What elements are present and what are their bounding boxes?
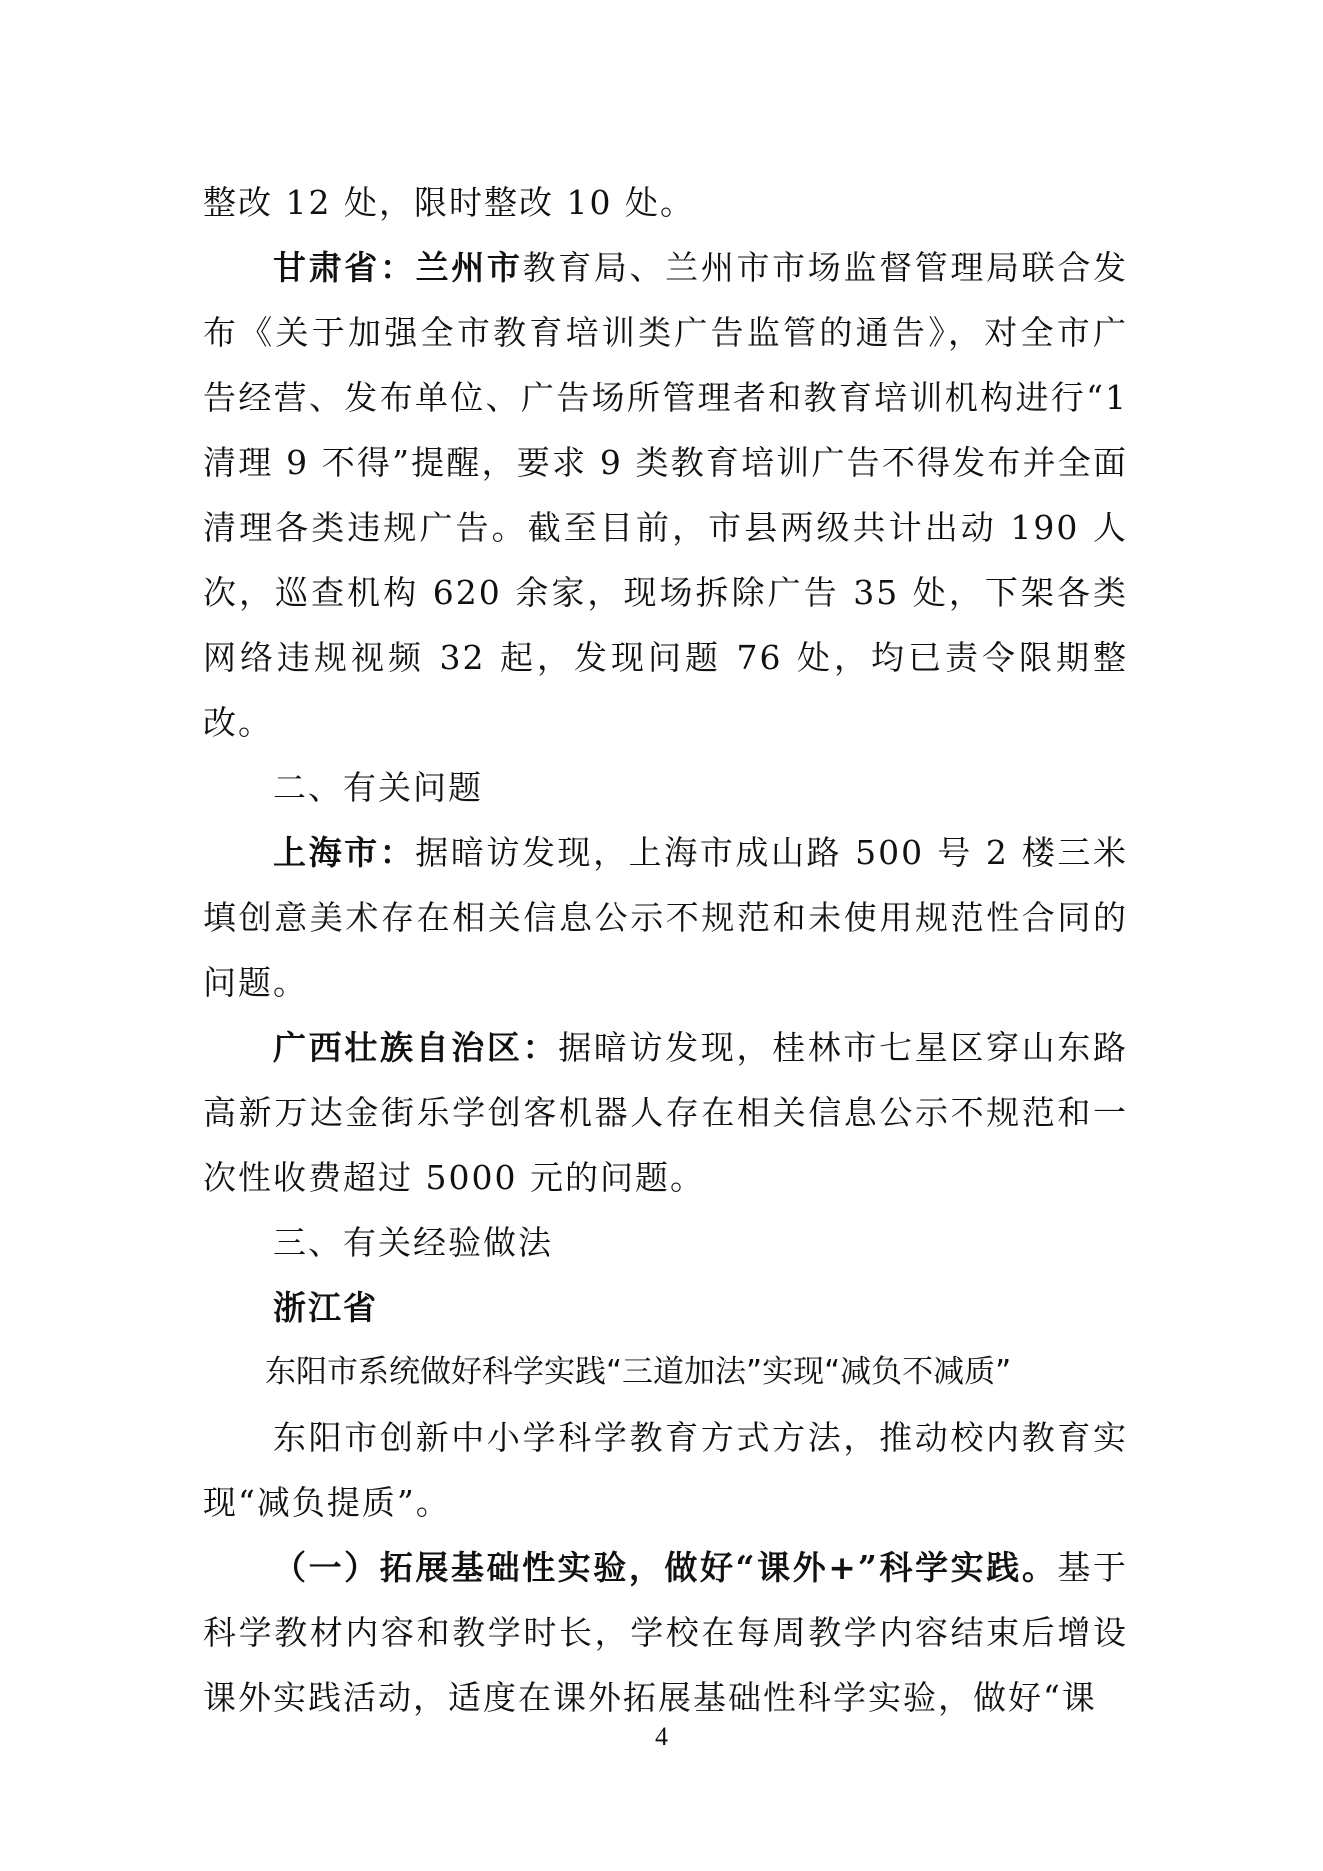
paragraph-item-1 [203,1535,1128,1730]
region-label-gansu: 甘肃省：兰州市 [273,248,523,287]
section-heading-3: 三、有关经验做法 [273,1223,553,1262]
region-label-guangxi: 广西壮族自治区： [273,1028,559,1067]
item-1-heading: （一）拓展基础性实验，做好“课外+”科学实践。 [273,1548,1058,1587]
paragraph-text: 整改 12 处，限时整改 10 处。 [203,183,695,222]
paragraph-text: 基于科学教材内容和教学时长，学校在每周教学内容结束后增设课外实践活动，适度在课外拓展基础性科学实验，做好“课 [203,1548,1129,1717]
region-label-shanghai: 上海市： [273,833,416,872]
article-subtitle: 东阳市系统做好科学实践“三道加法”实现“减负不减质” [265,1354,1012,1390]
paragraph-guangxi [203,1015,1128,1210]
section-heading-2: 二、有关问题 [273,768,483,807]
page-number: 4 [655,1722,668,1751]
region-heading-zhejiang: 浙江省 [273,1288,378,1327]
paragraph-gansu [203,235,1128,755]
paragraph-shanghai [203,820,1128,1015]
paragraph-text: 教育局、兰州市市场监督管理局联合发布《关于加强全市教育培训类广告监管的通告》，对全市广告经营、发布单位、广告场所管理者和教育培训机构进行“1清理 9 不得”提醒，要求 9 类教育培训广告不得发布并全面清理各类违规广告。截至目前，市县两级共计出动 190 人次，巡查机构 620 余家，现场拆除广告 35 处，下架各类网络违规视频 32 起，发现问题 76 处，均已责令限期整改。 [203,248,1129,742]
paragraph-text: 据暗访发现，桂林市七星区穿山东路高新万达金街乐学创客机器人存在相关信息公示不规范和一次性收费超过 5000 元的问题。 [203,1028,1129,1197]
document-body [203,170,1128,1730]
paragraph-continuation [203,170,1128,235]
paragraph-dongyang-intro: 东阳市创新中小学科学教育方式方法，推动校内教育实现“减负提质”。 [203,1418,1128,1522]
paragraph-text: 据暗访发现，上海市成山路 500 号 2 楼三米填创意美术存在相关信息公示不规范和未使用规范性合同的问题。 [203,833,1129,1002]
